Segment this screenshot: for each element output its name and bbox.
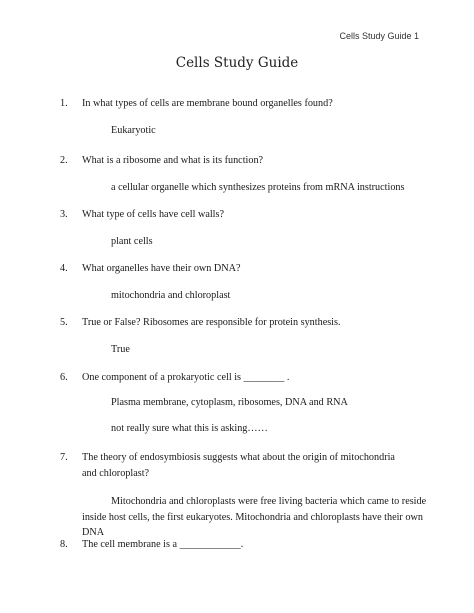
question-2-number: 2. <box>60 155 68 166</box>
question-7-number: 7. <box>60 452 68 463</box>
answer-1: Eukaryotic <box>111 125 156 136</box>
question-4-text: What organelles have their own DNA? <box>82 263 241 274</box>
question-5-text: True or False? Ribosomes are responsible for protein synthesis. <box>82 317 341 328</box>
answer-4: mitochondria and chloroplast <box>111 290 231 301</box>
question-6-number: 6. <box>60 372 68 383</box>
question-8-number: 8. <box>60 539 68 550</box>
question-8-text: The cell membrane is a ____________. <box>82 539 244 550</box>
question-6-text: One component of a prokaryotic cell is ________ . <box>82 372 290 383</box>
answer-2: a cellular organelle which synthesizes proteins from mRNA instructions <box>111 182 405 193</box>
answer-7: Mitochondria and chloroplasts were free living bacteria which came to reside inside host cells, the first eukaryotes. Mitochondria and chloroplasts have their own DNA <box>82 496 427 538</box>
question-1-text: In what types of cells are membrane bound organelles found? <box>82 98 333 109</box>
question-3-text: What type of cells have cell walls? <box>82 209 224 220</box>
question-5-number: 5. <box>60 317 68 328</box>
page-title: Cells Study Guide <box>175 55 299 71</box>
question-2-text: What is a ribosome and what is its function? <box>82 155 264 166</box>
question-7-text: The theory of endosymbiosis suggests what about the origin of mitochondria and chloroplast? <box>82 452 395 479</box>
question-number: 1. <box>60 98 68 109</box>
page-header: Cells Study Guide 1 <box>339 31 419 41</box>
answer-3: plant cells <box>111 236 153 247</box>
question-4-number: 4. <box>60 263 68 274</box>
answer-6-note: not really sure what this is asking…… <box>111 423 268 434</box>
answer-6: Plasma membrane, cytoplasm, ribosomes, DNA and RNA <box>111 397 348 408</box>
question-3-number: 3. <box>60 209 68 220</box>
answer-5: True <box>111 344 130 355</box>
